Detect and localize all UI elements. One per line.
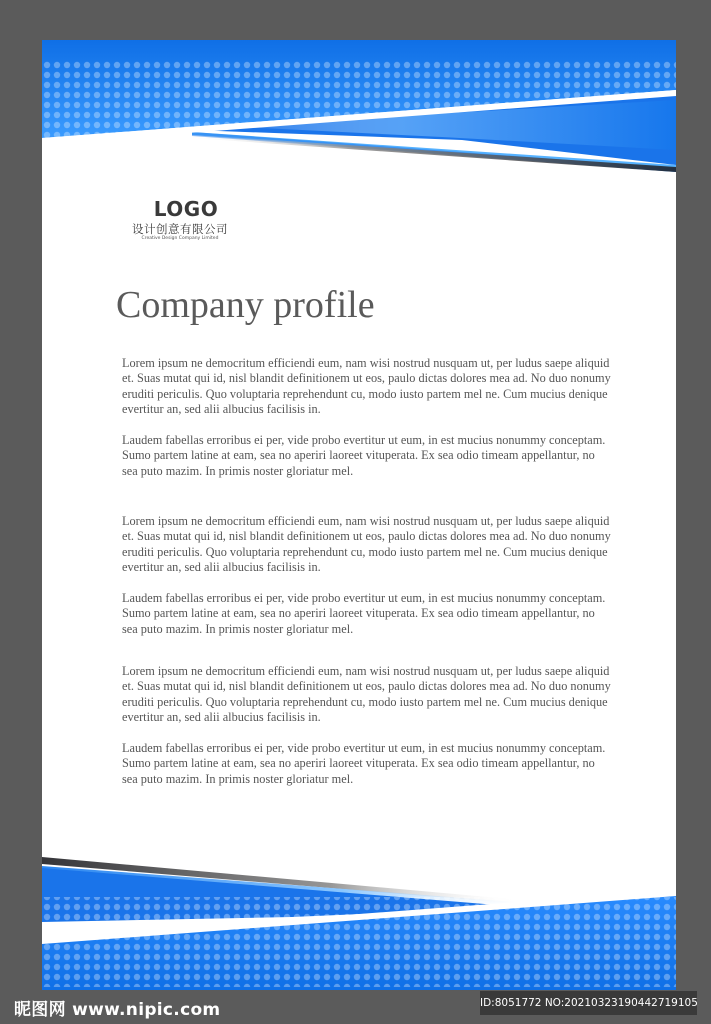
logo-title: LOGO bbox=[153, 197, 219, 221]
footer-decoration bbox=[42, 852, 676, 990]
page-title: Company profile bbox=[116, 284, 375, 326]
paragraph: Lorem ipsum ne democritum efficiendi eum, nam wisi nostrud nusquam ut, per ludus saepe aliquid et. Suas mutat qui id, nisl blandit definitionem ut eos, paulo dictas dolores mea ad. No duo nonumy eruditi periculis. Quo voluptaria reprehendunt cu, modo iusto partem mel ne. Cum mucius denique evertitur an, sed alii albucius facilisis in. bbox=[122, 356, 611, 417]
paragraph: Laudem fabellas erroribus ei per, vide probo evertitur ut eum, in est mucius nonummy conceptam. Sumo partem latine at eam, sea no aperiri laoreet vituperata. Ex sea odio timeam appellantur, no sea puto mazim. In primis noster gloriatur mel. bbox=[122, 591, 606, 636]
site-watermark-logo: 昵图网 www.nipic.com bbox=[14, 1000, 221, 1020]
paragraph: Lorem ipsum ne democritum efficiendi eum, nam wisi nostrud nusquam ut, per ludus saepe aliquid et. Suas mutat qui id, nisl blandit definitionem ut eos, paulo dictas dolores mea ad. No duo nonumy eruditi periculis. Quo voluptaria reprehendunt cu, modo iusto partem mel ne. Cum mucius denique evertitur an, sed alii albucius facilisis in. bbox=[122, 514, 611, 575]
paragraph: Laudem fabellas erroribus ei per, vide probo evertitur ut eum, in est mucius nonummy conceptam. Sumo partem latine at eam, sea no aperiri laoreet vituperata. Ex sea odio timeam appellantur, no sea puto mazim. In primis noster gloriatur mel. bbox=[122, 741, 606, 786]
paragraph: Laudem fabellas erroribus ei per, vide probo evertitur ut eum, in est mucius nonummy conceptam. Sumo partem latine at eam, sea no aperiri laoreet vituperata. Ex sea odio timeam appellantur, no sea puto mazim. In primis noster gloriatur mel. bbox=[122, 433, 606, 478]
image-id-label: ID:8051772 NO:20210323190442719105 bbox=[480, 991, 697, 1015]
header-decoration bbox=[42, 40, 676, 200]
paragraph: Lorem ipsum ne democritum efficiendi eum, nam wisi nostrud nusquam ut, per ludus saepe aliquid et. Suas mutat qui id, nisl blandit definitionem ut eos, paulo dictas dolores mea ad. No duo nonumy eruditi periculis. Quo voluptaria reprehendunt cu, modo iusto partem mel ne. Cum mucius denique evertitur an, sed alii albucius facilisis in. bbox=[122, 664, 611, 725]
letterhead-page bbox=[42, 40, 676, 990]
company-name-en: Creative Design Company Limited bbox=[141, 236, 219, 241]
company-name-cn: 设计创意有限公司 bbox=[132, 222, 228, 236]
